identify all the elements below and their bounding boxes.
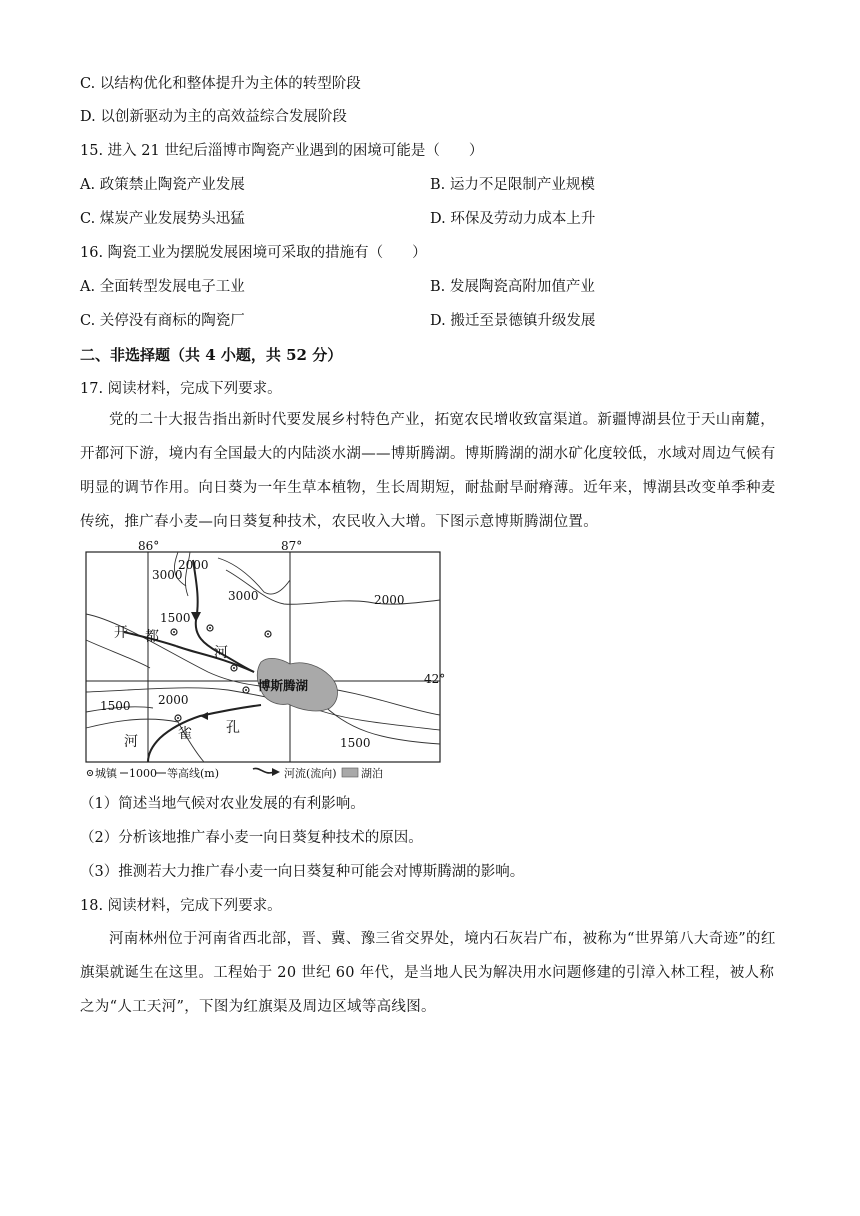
bosten-lake-map: [78, 540, 458, 780]
kongque-river-label-1: 孔: [226, 720, 240, 736]
contour-label-2000-b: 2000: [374, 593, 405, 607]
legend-lake-label: 湖泊: [361, 767, 383, 780]
q14-option-d: D. 以创新驱动为主的高效益综合发展阶段: [80, 109, 347, 125]
q16-option-b: B. 发展陶瓷高附加值产业: [430, 279, 595, 295]
q15-option-c: C. 煤炭产业发展势头迅猛: [80, 211, 245, 227]
q16-option-c: C. 关停没有商标的陶瓷厂: [80, 313, 245, 329]
lake-label: 博斯腾湖: [258, 678, 309, 693]
legend-town-label: 城镇: [95, 767, 117, 780]
q15-option-d: D. 环保及劳动力成本上升: [430, 211, 596, 227]
contour-label-1500-c: 1500: [340, 736, 371, 750]
q18-stem: 18. 阅读材料，完成下列要求。: [80, 898, 282, 914]
q17-material: 党的二十大报告指出新时代要发展乡村特色产业，拓宽农民增收致富渠道。新疆博湖县位于天山南麓，开都河下游，境内有全国最大的内陆淡水湖——博斯腾湖。博斯腾湖的湖水矿化度较低，水域对周边气候有明显的调节作用。向日葵为一年生草本植物，生长周期短，耐盐耐旱耐瘠薄。近年来，博湖县改变单季种麦传统，推广春小麦—向日葵复种技术，农民收入大增。下图示意博斯腾湖位置。: [80, 412, 776, 530]
contour-label-1500-a: 1500: [160, 611, 191, 625]
lon-86-label: 86°: [138, 540, 160, 553]
kongque-river-label-3: 河: [124, 734, 138, 750]
contour-label-2000-c: 2000: [158, 693, 189, 707]
legend-river-label: 河流(流向): [284, 767, 337, 780]
legend-contour-value: 1000: [129, 767, 157, 780]
kongque-river-label-2: 雀: [178, 726, 192, 742]
legend-contour-label: 等高线(m): [167, 767, 220, 780]
map-legend: [87, 766, 383, 780]
contour-label-1500-b: 1500: [100, 699, 131, 713]
q17-sub2: （2）分析该地推广春小麦一向日葵复种技术的原因。: [80, 830, 423, 846]
section-title: 二、非选择题（共 4 小题，共 52 分）: [80, 346, 343, 364]
contour-label-2000-a: 2000: [178, 558, 209, 572]
q15-stem: 15. 进入 21 世纪后淄博市陶瓷产业遇到的困境可能是（ ）: [80, 143, 484, 159]
kaidu-river-label-1: 开: [114, 625, 128, 641]
q15-option-b: B. 运力不足限制产业规模: [430, 177, 595, 193]
kaidu-river-label-3: 河: [214, 645, 228, 661]
q15-option-a: A. 政策禁止陶瓷产业发展: [80, 177, 245, 193]
lon-87-label: 87°: [281, 540, 303, 553]
q17-sub1: （1）简述当地气候对农业发展的有利影响。: [80, 796, 365, 812]
q16-option-d: D. 搬迁至景德镇升级发展: [430, 313, 596, 329]
kaidu-river-label-2: 都: [145, 629, 159, 645]
contour-label-3000-b: 3000: [228, 589, 259, 603]
q16-stem: 16. 陶瓷工业为摆脱发展困境可采取的措施有（ ）: [80, 245, 427, 261]
q16-option-a: A. 全面转型发展电子工业: [80, 279, 245, 295]
q18-material: 河南林州位于河南省西北部，晋、冀、豫三省交界处，境内石灰岩广布，被称为“世界第八大奇迹”的红旗渠就诞生在这里。工程始于 20 世纪 60 年代，是当地人民为解决用水问题修建的引漳入林工程，被人称之为“人工天河”，下图为红旗渠及周边区域等高线图。: [80, 931, 776, 1015]
q17-stem: 17. 阅读材料，完成下列要求。: [80, 381, 282, 397]
q14-option-c: C. 以结构优化和整体提升为主体的转型阶段: [80, 76, 361, 92]
lat-42-label: 42°: [424, 672, 446, 686]
q17-sub3: （3）推测若大力推广春小麦一向日葵复种可能会对博斯腾湖的影响。: [80, 864, 525, 880]
contour-label-3000-a: 3000: [152, 568, 183, 582]
